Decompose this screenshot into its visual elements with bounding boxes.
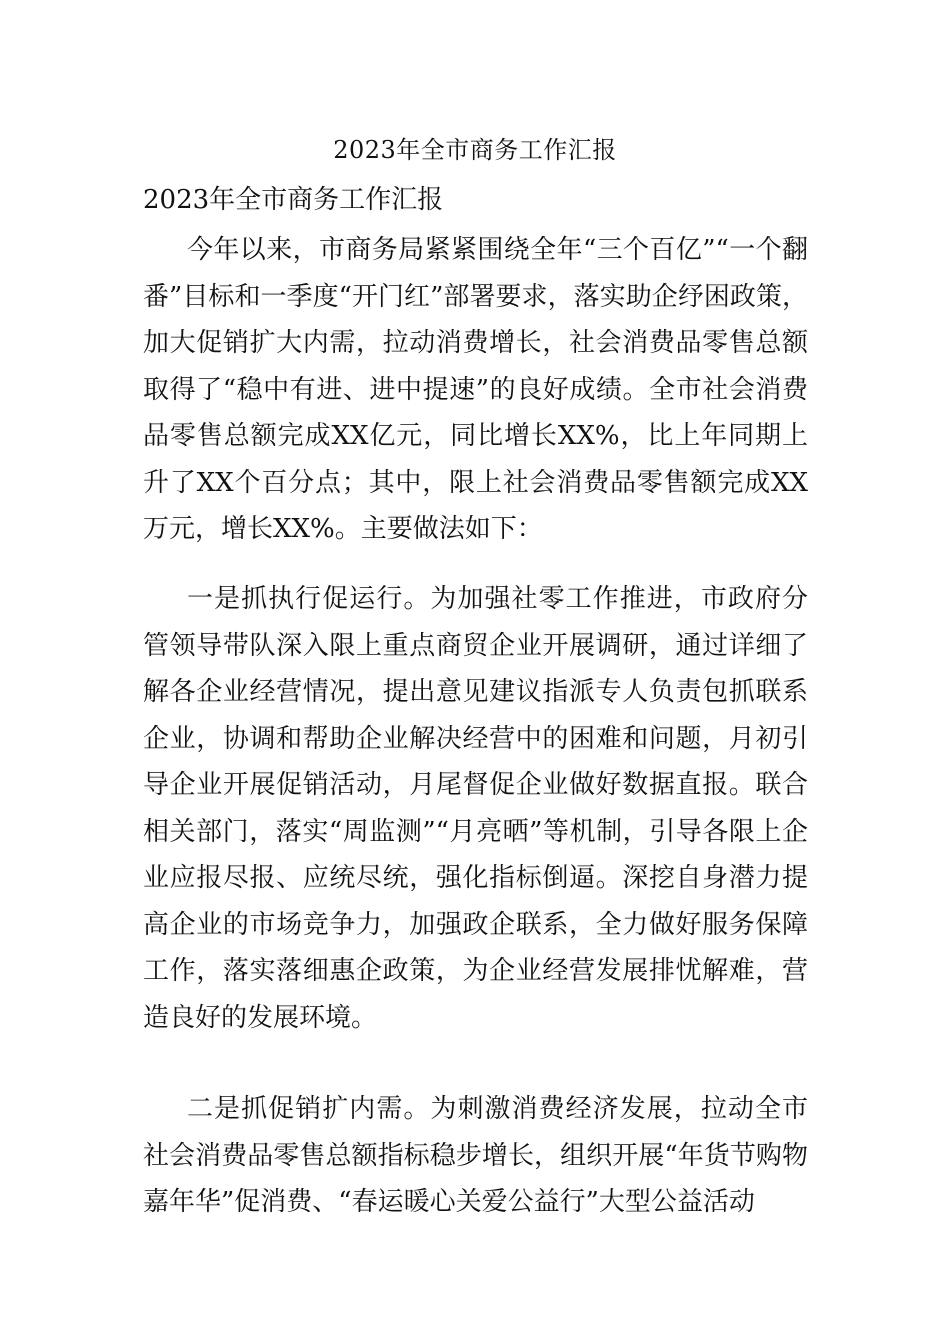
paragraph-point-one: 一是抓执行促运行。为加强社零工作推进，市政府分管领导带队深入限上重点商贸企业开展调研，通过详细了解各企业经营情况，提出意见建议指派专人负责包抓联系企业，协调和帮助企业解决经营中的困难和问题，月初引导企业开展促销活动，月尾督促企业做好数据直报。联合相关部门，落实“周监测”“月亮晒”等机制，引导各限上企业应报尽报、应统尽统，强化指标倒逼。深挖自身潜力提高企业的市场竞争力，加强政企联系，全力做好服务保障工作，落实落细惠企政策，为企业经营发展排忧解难，营造良好的发展环境。 <box>143 584 808 1033</box>
document-title: 2023年全市商务工作汇报 <box>333 136 617 164</box>
document-subtitle: 2023年全市商务工作汇报 <box>143 185 444 215</box>
paragraph-intro: 今年以来，市商务局紧紧围绕全年“三个百亿”“一个翻番”目标和一季度“开门红”部署要求，落实助企纾困政策，加大促销扩大内需，拉动消费增长，社会消费品零售总额取得了“稳中有进、进中提速”的良好成绩。全市社会消费品零售总额完成XX亿元，同比增长XX%，比上年同期上升了XX个百分点；其中，限上社会消费品零售额完成XX万元，增长XX%。主要做法如下： <box>143 235 808 544</box>
paragraph-point-two: 二是抓促销扩内需。为刺激消费经济发展，拉动全市社会消费品零售总额指标稳步增长，组织开展“年货节购物嘉年华”促消费、“春运暖心关爱公益行”大型公益活动 <box>143 1094 808 1217</box>
